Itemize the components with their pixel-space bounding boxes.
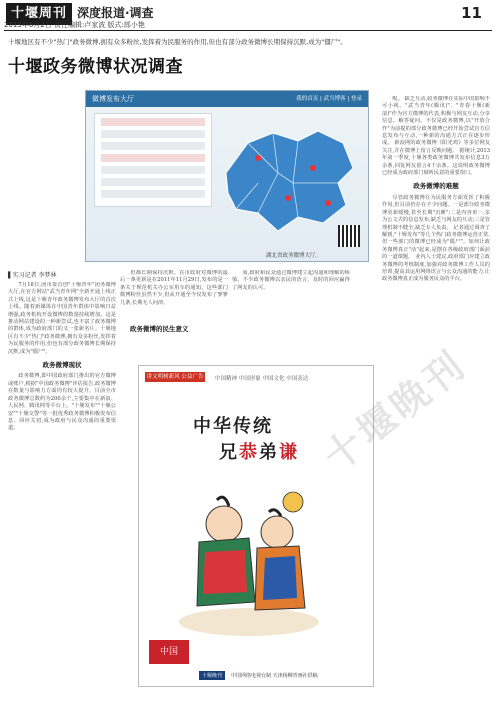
ad-foot-text: 中国网络电视台制 天津杨柳青画社供稿: [231, 673, 318, 679]
screenshot-profile-card: [94, 113, 212, 207]
card-row: [101, 118, 205, 126]
article-column-2: [120, 270, 228, 360]
article-column-1: [8, 282, 116, 698]
heading-status: 政务微博现状: [42, 361, 82, 370]
article-column-3: [232, 270, 350, 360]
card-row: [101, 178, 205, 186]
card-row: [101, 130, 205, 138]
paragraph: 尽管政务微博在为民服务方面发挥了积极作用,但目前仍存在不少问题。一是部分政务微博更新缓慢,甚至长期"沉睡";二是内容单一,多为公文式的信息发布,缺乏与网友的互动;三是管理机制不健全,缺乏专人负责。 记者通过调查了解到,"十堰发布"等几个热门政务微博运营正常,但一些部门的微博已经成为"僵尸"。如何让政务微博真正"活"起来,是摆在各级政府部门面前的一道课题。 业内人士建议,政府部门应建立政务微博的考核制度,加强对政务微博工作人员的培训,提高其运用网络语言与公众沟通的能力,让政务微博真正成为服务民众的平台。: [382, 194, 490, 283]
date-line: 2013年6月2日 责任编辑:卢家波 版式:郎小艳: [4, 21, 145, 29]
card-row: [101, 142, 205, 150]
lede-text: 十堰地区有不少"热门"政务微博,拥有众多粉丝,发挥着为民服务的作用,但也有部分政务微博长期保持沉默,成为"僵尸"。: [8, 38, 347, 46]
qr-code-icon: [338, 225, 360, 247]
section-title: 深度报道·调查: [77, 6, 154, 20]
ad-stamp: 中国: [149, 640, 189, 664]
ad-footer: [199, 671, 318, 680]
ad-tags: 中国精神 中国形象 中国文化 中国表达: [215, 376, 309, 382]
paragraph: 政务微博,即中国政府部门推出的官方微博或账户,根据"中国政务微博"评估报告,政务微博在数量与影响力方面均有较大提升。目前全市政务微博总数约为200余个,主要集中在新浪、人民网、腾讯网等平台上。"十堰发布""十堰公安""十堰交警"等一批优秀政务微博积极发布信息、回应关切,成为政府与民众沟通的重要渠道。: [8, 373, 116, 432]
page-number: 11: [461, 4, 482, 22]
masthead: [0, 0, 496, 30]
headline: 十堰政务微博状况调查: [8, 57, 183, 77]
ad-title-char-red: 谦: [279, 442, 299, 463]
ad-foot-tag: 十堰晚刊: [199, 671, 225, 680]
card-row: [101, 190, 205, 198]
weibo-hall-screenshot: [85, 90, 369, 262]
card-row: [101, 154, 205, 162]
byline: ▌实习记者 李梦林: [8, 272, 57, 279]
ad-nianhua-illustration: [169, 472, 329, 642]
paragraph: 7月18日,团市委首创"十堰青年"团务微博大厅,在官方网站"武当青年网"全新开通上线正式上线,这是十堰青年政务微博发布大厅的首次上线。随着新媒体在中国青年群体中影响日益增强,政务机构开设微博的数量持续增加。这是推动网站建设的一种新尝试,也丰富了政务微博的群体,成为政府部门的又一张新名片。十堰地区有不少"热门"政务微博,拥有众多粉丝,发挥着为民服务的作用,但也有部分政务微博长期保持沉默,成为"僵尸"。: [8, 282, 116, 355]
masthead-rule: [4, 30, 492, 31]
ad-title-line1: 中华传统: [193, 416, 273, 437]
heading-problems: 政务微博的难题: [413, 182, 459, 191]
newspaper-brand: 十堰周刊: [6, 3, 72, 25]
paragraph: 成,政府和民众通过微博建立起沟通和理解的桥梁。不少政务微博以亲民的语言、及时的回应赢得了网友的认可。: [232, 270, 350, 291]
screenshot-nav: 我的首页 | 武当博客 | 登录: [296, 96, 362, 102]
screenshot-title: 微博发布大厅: [92, 95, 134, 103]
screenshot-title-bar: [86, 91, 368, 107]
paragraph: 呢。 缺乏互动,政务微博在实际中的影响不可小视。"武当青年(腾讯)"、"青春十堰(新浪)"作为官方微博的代表,积极与网友互动,分享信息、解答疑问。不仅是政务微博,以"开放合作"为前提的部分政务微博已经开始尝试官方信息发布与互动,一种新的沟通方式正在逐步形成。 新浪网的政务微博《阳光鸡》等多位网友关注,并在微博上留言反映问题。 据统计,2013年第一季度,十堰各类政务微博共发布信息3万余条,回复网友留言4千余条。这说明政务微博已经成为政府部门倾听民意的重要窗口。: [382, 96, 490, 177]
paragraph: 但都长期保持沉默。在市政府对微博的最后一条更新是在2011年11月29日,发布的是一条关于规范机关办公室用车的通知。这些部门微博粉丝虽然不少,但从开通至今仅发布了寥寥几条,长期无人问津。: [120, 270, 228, 306]
screenshot-caption: 湖北省政务微博大厅。: [266, 253, 322, 259]
watermark: 十堰晚刊: [315, 341, 476, 480]
ad-title-char: 兄: [219, 442, 239, 463]
card-row: [101, 166, 205, 174]
ad-title-char-red: 恭: [239, 442, 259, 463]
heading-livelihood: 政务微博的民生意义: [130, 325, 189, 333]
ad-title-char: 弟: [259, 442, 279, 463]
hubei-map-graphic: [218, 113, 358, 243]
ad-title-line2: [219, 438, 299, 464]
ad-top-label: 讲文明树新风 公益广告: [146, 374, 204, 380]
public-service-ad: [138, 365, 374, 687]
